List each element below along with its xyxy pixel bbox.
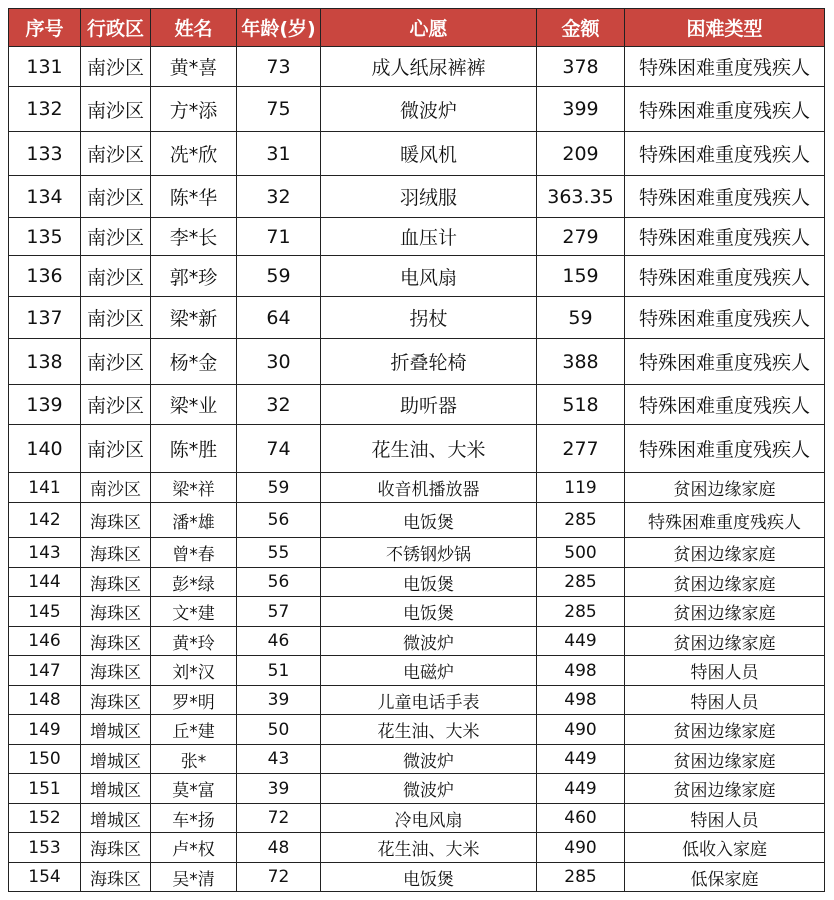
table-row <box>9 473 825 503</box>
cell-age: 72 <box>237 804 321 833</box>
table-body <box>9 47 825 892</box>
cell-name: 文*建 <box>151 597 237 627</box>
cell-index: 150 <box>9 745 81 774</box>
cell-age: 56 <box>237 568 321 597</box>
header-index: 序号 <box>9 9 81 47</box>
cell-difficulty-type: 贫困边缘家庭 <box>625 568 825 597</box>
cell-index: 144 <box>9 568 81 597</box>
cell-wish: 花生油、大米 <box>321 833 537 863</box>
cell-name: 郭*珍 <box>151 256 237 297</box>
cell-index: 151 <box>9 774 81 804</box>
cell-difficulty-type: 特殊困难重度残疾人 <box>625 132 825 176</box>
cell-amount: 378 <box>537 47 625 87</box>
table-row <box>9 339 825 385</box>
cell-index: 140 <box>9 425 81 473</box>
cell-wish: 微波炉 <box>321 87 537 132</box>
cell-age: 30 <box>237 339 321 385</box>
cell-difficulty-type: 贫困边缘家庭 <box>625 597 825 627</box>
cell-difficulty-type: 特殊困难重度残疾人 <box>625 87 825 132</box>
cell-wish: 儿童电话手表 <box>321 686 537 715</box>
table-row <box>9 538 825 568</box>
cell-wish: 花生油、大米 <box>321 425 537 473</box>
cell-district: 海珠区 <box>81 833 151 863</box>
cell-name: 梁*业 <box>151 385 237 425</box>
cell-difficulty-type: 特殊困难重度残疾人 <box>625 503 825 538</box>
cell-district: 海珠区 <box>81 627 151 656</box>
cell-index: 148 <box>9 686 81 715</box>
cell-amount: 285 <box>537 568 625 597</box>
cell-district: 海珠区 <box>81 503 151 538</box>
cell-age: 55 <box>237 538 321 568</box>
table-row <box>9 297 825 339</box>
cell-amount: 498 <box>537 686 625 715</box>
cell-name: 李*长 <box>151 218 237 256</box>
table-row <box>9 256 825 297</box>
cell-age: 50 <box>237 715 321 745</box>
cell-age: 43 <box>237 745 321 774</box>
cell-amount: 285 <box>537 503 625 538</box>
cell-amount: 460 <box>537 804 625 833</box>
table-row <box>9 745 825 774</box>
cell-difficulty-type: 特困人员 <box>625 804 825 833</box>
cell-district: 海珠区 <box>81 656 151 686</box>
cell-difficulty-type: 贫困边缘家庭 <box>625 538 825 568</box>
cell-wish: 电饭煲 <box>321 568 537 597</box>
cell-name: 刘*汉 <box>151 656 237 686</box>
cell-index: 135 <box>9 218 81 256</box>
cell-index: 136 <box>9 256 81 297</box>
cell-index: 133 <box>9 132 81 176</box>
cell-difficulty-type: 特殊困难重度残疾人 <box>625 256 825 297</box>
cell-wish: 花生油、大米 <box>321 715 537 745</box>
cell-age: 32 <box>237 385 321 425</box>
cell-wish: 电饭煲 <box>321 597 537 627</box>
cell-district: 南沙区 <box>81 132 151 176</box>
cell-age: 59 <box>237 473 321 503</box>
cell-amount: 209 <box>537 132 625 176</box>
cell-amount: 388 <box>537 339 625 385</box>
cell-wish: 羽绒服 <box>321 176 537 218</box>
cell-difficulty-type: 特殊困难重度残疾人 <box>625 218 825 256</box>
cell-name: 丘*建 <box>151 715 237 745</box>
cell-name: 曾*春 <box>151 538 237 568</box>
header-name: 姓名 <box>151 9 237 47</box>
cell-age: 48 <box>237 833 321 863</box>
cell-age: 71 <box>237 218 321 256</box>
cell-amount: 363.35 <box>537 176 625 218</box>
cell-amount: 399 <box>537 87 625 132</box>
cell-age: 64 <box>237 297 321 339</box>
cell-name: 梁*祥 <box>151 473 237 503</box>
cell-difficulty-type: 特困人员 <box>625 686 825 715</box>
cell-wish: 微波炉 <box>321 774 537 804</box>
table-row <box>9 627 825 656</box>
cell-district: 增城区 <box>81 774 151 804</box>
cell-district: 南沙区 <box>81 385 151 425</box>
cell-district: 海珠区 <box>81 568 151 597</box>
table-row <box>9 87 825 132</box>
cell-district: 南沙区 <box>81 218 151 256</box>
cell-difficulty-type: 贫困边缘家庭 <box>625 774 825 804</box>
table-row <box>9 503 825 538</box>
cell-district: 南沙区 <box>81 176 151 218</box>
header-age: 年龄(岁) <box>237 9 321 47</box>
cell-index: 142 <box>9 503 81 538</box>
table-row <box>9 833 825 863</box>
cell-amount: 277 <box>537 425 625 473</box>
cell-difficulty-type: 特殊困难重度残疾人 <box>625 176 825 218</box>
cell-age: 73 <box>237 47 321 87</box>
cell-wish: 冷电风扇 <box>321 804 537 833</box>
cell-district: 海珠区 <box>81 686 151 715</box>
header-district: 行政区 <box>81 9 151 47</box>
cell-district: 海珠区 <box>81 597 151 627</box>
cell-index: 131 <box>9 47 81 87</box>
cell-index: 147 <box>9 656 81 686</box>
cell-name: 彭*绿 <box>151 568 237 597</box>
cell-wish: 电磁炉 <box>321 656 537 686</box>
cell-name: 莫*富 <box>151 774 237 804</box>
cell-name: 罗*明 <box>151 686 237 715</box>
cell-name: 陈*华 <box>151 176 237 218</box>
cell-district: 增城区 <box>81 745 151 774</box>
cell-difficulty-type: 特殊困难重度残疾人 <box>625 47 825 87</box>
table-row <box>9 568 825 597</box>
cell-amount: 279 <box>537 218 625 256</box>
cell-age: 56 <box>237 503 321 538</box>
cell-name: 杨*金 <box>151 339 237 385</box>
cell-amount: 159 <box>537 256 625 297</box>
cell-age: 74 <box>237 425 321 473</box>
cell-amount: 490 <box>537 715 625 745</box>
table-row <box>9 863 825 892</box>
table-row <box>9 132 825 176</box>
cell-amount: 449 <box>537 627 625 656</box>
cell-name: 卢*权 <box>151 833 237 863</box>
cell-difficulty-type: 特困人员 <box>625 656 825 686</box>
cell-amount: 490 <box>537 833 625 863</box>
cell-difficulty-type: 特殊困难重度残疾人 <box>625 339 825 385</box>
cell-amount: 285 <box>537 863 625 892</box>
cell-difficulty-type: 贫困边缘家庭 <box>625 627 825 656</box>
cell-age: 51 <box>237 656 321 686</box>
cell-difficulty-type: 低保家庭 <box>625 863 825 892</box>
cell-index: 138 <box>9 339 81 385</box>
cell-difficulty-type: 特殊困难重度残疾人 <box>625 425 825 473</box>
table-row <box>9 804 825 833</box>
cell-name: 黄*喜 <box>151 47 237 87</box>
cell-name: 方*添 <box>151 87 237 132</box>
cell-name: 张* <box>151 745 237 774</box>
cell-difficulty-type: 特殊困难重度残疾人 <box>625 385 825 425</box>
cell-wish: 电饭煲 <box>321 863 537 892</box>
cell-index: 154 <box>9 863 81 892</box>
cell-index: 143 <box>9 538 81 568</box>
cell-age: 39 <box>237 774 321 804</box>
cell-name: 车*扬 <box>151 804 237 833</box>
table-row <box>9 218 825 256</box>
cell-difficulty-type: 贫困边缘家庭 <box>625 473 825 503</box>
cell-age: 57 <box>237 597 321 627</box>
cell-index: 134 <box>9 176 81 218</box>
cell-index: 153 <box>9 833 81 863</box>
cell-difficulty-type: 低收入家庭 <box>625 833 825 863</box>
cell-age: 46 <box>237 627 321 656</box>
cell-district: 南沙区 <box>81 425 151 473</box>
table-row <box>9 425 825 473</box>
cell-index: 145 <box>9 597 81 627</box>
table-row <box>9 774 825 804</box>
table-header <box>9 9 825 47</box>
cell-age: 31 <box>237 132 321 176</box>
table-row <box>9 176 825 218</box>
cell-index: 152 <box>9 804 81 833</box>
cell-index: 141 <box>9 473 81 503</box>
cell-name: 陈*胜 <box>151 425 237 473</box>
header-wish: 心愿 <box>321 9 537 47</box>
cell-district: 南沙区 <box>81 256 151 297</box>
cell-age: 75 <box>237 87 321 132</box>
cell-wish: 折叠轮椅 <box>321 339 537 385</box>
cell-district: 海珠区 <box>81 538 151 568</box>
cell-difficulty-type: 贫困边缘家庭 <box>625 715 825 745</box>
cell-age: 32 <box>237 176 321 218</box>
cell-district: 南沙区 <box>81 47 151 87</box>
cell-amount: 518 <box>537 385 625 425</box>
table-row <box>9 385 825 425</box>
header-row <box>9 9 825 47</box>
cell-wish: 微波炉 <box>321 627 537 656</box>
cell-amount: 59 <box>537 297 625 339</box>
cell-index: 139 <box>9 385 81 425</box>
cell-wish: 拐杖 <box>321 297 537 339</box>
cell-district: 南沙区 <box>81 297 151 339</box>
cell-age: 72 <box>237 863 321 892</box>
cell-amount: 449 <box>537 774 625 804</box>
cell-name: 潘*雄 <box>151 503 237 538</box>
cell-difficulty-type: 贫困边缘家庭 <box>625 745 825 774</box>
cell-age: 39 <box>237 686 321 715</box>
header-difficulty-type: 困难类型 <box>625 9 825 47</box>
cell-name: 梁*新 <box>151 297 237 339</box>
cell-district: 南沙区 <box>81 87 151 132</box>
cell-amount: 500 <box>537 538 625 568</box>
cell-index: 146 <box>9 627 81 656</box>
cell-amount: 498 <box>537 656 625 686</box>
cell-wish: 不锈钢炒锅 <box>321 538 537 568</box>
cell-wish: 电饭煲 <box>321 503 537 538</box>
table-row <box>9 47 825 87</box>
table-row <box>9 656 825 686</box>
cell-amount: 449 <box>537 745 625 774</box>
cell-wish: 电风扇 <box>321 256 537 297</box>
cell-wish: 收音机播放器 <box>321 473 537 503</box>
table-row <box>9 686 825 715</box>
header-amount: 金额 <box>537 9 625 47</box>
cell-index: 132 <box>9 87 81 132</box>
cell-district: 海珠区 <box>81 863 151 892</box>
cell-wish: 微波炉 <box>321 745 537 774</box>
cell-district: 南沙区 <box>81 339 151 385</box>
table-row <box>9 597 825 627</box>
cell-difficulty-type: 特殊困难重度残疾人 <box>625 297 825 339</box>
cell-wish: 血压计 <box>321 218 537 256</box>
cell-name: 冼*欣 <box>151 132 237 176</box>
cell-district: 南沙区 <box>81 473 151 503</box>
table-row <box>9 715 825 745</box>
wish-table <box>8 8 825 892</box>
cell-wish: 暖风机 <box>321 132 537 176</box>
cell-district: 增城区 <box>81 715 151 745</box>
cell-amount: 119 <box>537 473 625 503</box>
cell-wish: 助听器 <box>321 385 537 425</box>
cell-name: 黄*玲 <box>151 627 237 656</box>
cell-index: 137 <box>9 297 81 339</box>
cell-age: 59 <box>237 256 321 297</box>
cell-district: 增城区 <box>81 804 151 833</box>
cell-wish: 成人纸尿裤裤 <box>321 47 537 87</box>
cell-index: 149 <box>9 715 81 745</box>
cell-name: 吴*清 <box>151 863 237 892</box>
cell-amount: 285 <box>537 597 625 627</box>
